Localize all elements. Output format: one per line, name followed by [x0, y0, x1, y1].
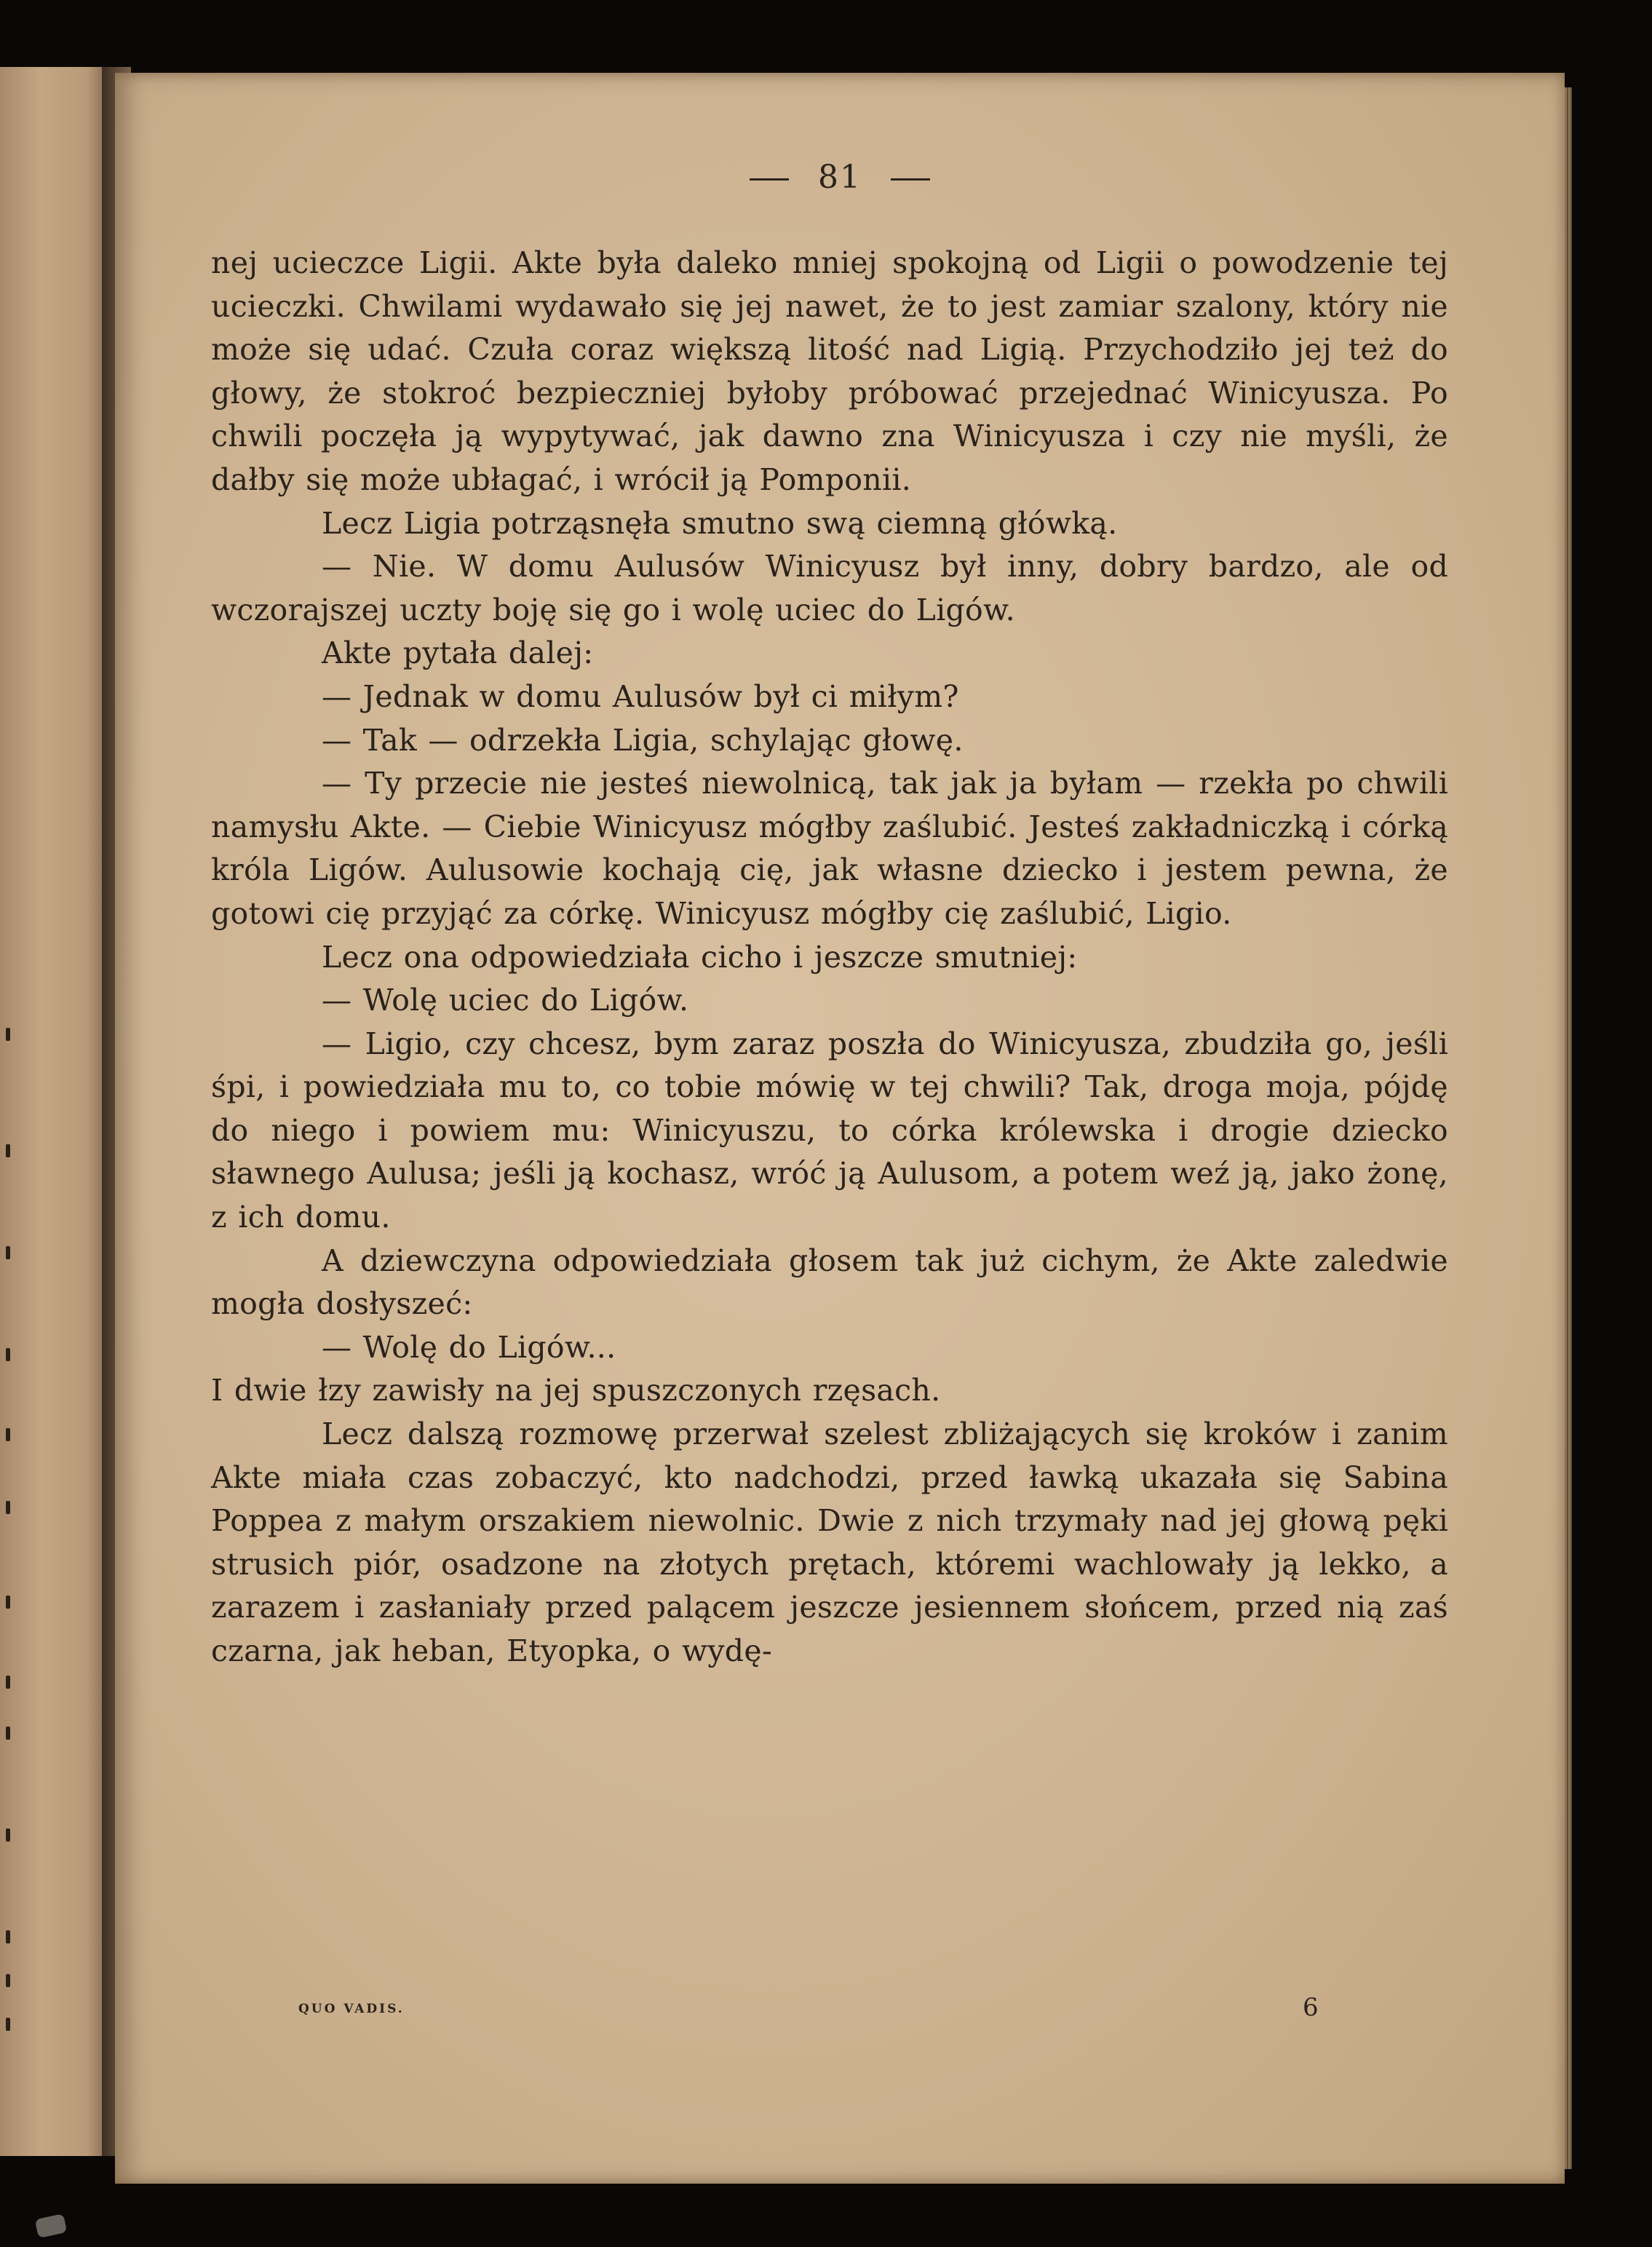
- paragraph: — Ty przecie nie jesteś niewolnicą, tak jak ja byłam — rzekła po chwili namysłu Akte. — Ciebie Winicyusz mógłby zaślubić. Jesteś zakładniczką i córką króla Ligów. Aulusowie kochają cię, jak własne dziecko i jestem pewna, że gotowi cię przyjąć za córkę. Winicyusz mógłby cię zaślubić, Ligio.: [211, 766, 1448, 931]
- paragraph: Lecz Ligia potrząsnęła smutno swą ciemną główką.: [322, 505, 1118, 541]
- facing-page-text-fragments: [0, 67, 29, 2156]
- paragraph: I dwie łzy zawisły na jej spuszczonych rzęsach.: [211, 1373, 941, 1408]
- paragraph: — Jednak w domu Aulusów był ci miłym?: [322, 678, 959, 714]
- paragraph: A dziewczyna odpowiedziała głosem tak już cichym, że Akte zaledwie mogła dosłyszeć:: [211, 1243, 1448, 1322]
- book-page: [115, 73, 1565, 2184]
- paragraph: Lecz ona odpowiedziała cicho i jeszcze smutniej:: [322, 939, 1078, 975]
- paragraph: Lecz dalszą rozmowę przerwał szelest zbliżających się kroków i zanim Akte miała czas zobaczyć, kto nadchodzi, przed ławką ukazała się Sabina Poppea z małym orszakiem niewolnic. Dwie z nich trzymały nad jej głową pęki strusich piór, osadzone na złotych prętach, któremi wachlowały ją lekko, a zarazem i zasłaniały przed palącem jeszcze jesiennem słońcem, przed nią zaś czarna, jak heban, Etyopka, o wydę-: [211, 1416, 1448, 1668]
- printer-signature: QUO VADIS.: [298, 2002, 405, 2016]
- sheet-number: 6: [1303, 1993, 1319, 2022]
- page-number: 81: [818, 159, 862, 196]
- body-text: [211, 242, 1448, 1673]
- header-dash-right: [891, 178, 930, 181]
- paragraph: — Ligio, czy chcesz, bym zaraz poszła do Winicyusza, zbudziła go, jeśli śpi, i powiedziała mu to, co tobie mówię w tej chwili? Tak, droga moja, pójdę do niego i powiem mu: Winicyuszu, to córka królewska i drogie dziecko sławnego Aulusa; jeśli ją kochasz, wróć ją Aulusom, a potem weź ją, jako żonę, z ich domu.: [211, 1026, 1448, 1235]
- paragraph: — Nie. W domu Aulusów Winicyusz był inny, dobry bardzo, ale od wczorajszej uczty boję się go i wolę uciec do Ligów.: [211, 549, 1448, 627]
- paragraph: nej ucieczce Ligii. Akte była daleko mniej spokojną od Ligii o powodzenie tej ucieczki. Chwilami wydawało się jej nawet, że to jest zamiar szalony, który nie może się udać. Czuła coraz większą litość nad Ligią. Przychodziło jej też do głowy, że stokroć bezpieczniej byłoby próbować przejednać Winicyusza. Po chwili poczęła ją wypytywać, jak dawno zna Winicyusza i czy nie myśli, że dałby się może ubłagać, i wrócił ją Pomponii.: [211, 245, 1448, 497]
- paragraph: — Wolę do Ligów...: [322, 1329, 616, 1365]
- scanner-finger-mark: [35, 2214, 68, 2238]
- paragraph: Akte pytała dalej:: [322, 635, 594, 671]
- header-dash-left: [750, 178, 789, 181]
- facing-page-edge: [0, 67, 116, 2156]
- paragraph: — Wolę uciec do Ligów.: [322, 983, 689, 1018]
- page-header: [115, 159, 1565, 196]
- paragraph: — Tak — odrzekła Ligia, schylając głowę.: [322, 722, 964, 758]
